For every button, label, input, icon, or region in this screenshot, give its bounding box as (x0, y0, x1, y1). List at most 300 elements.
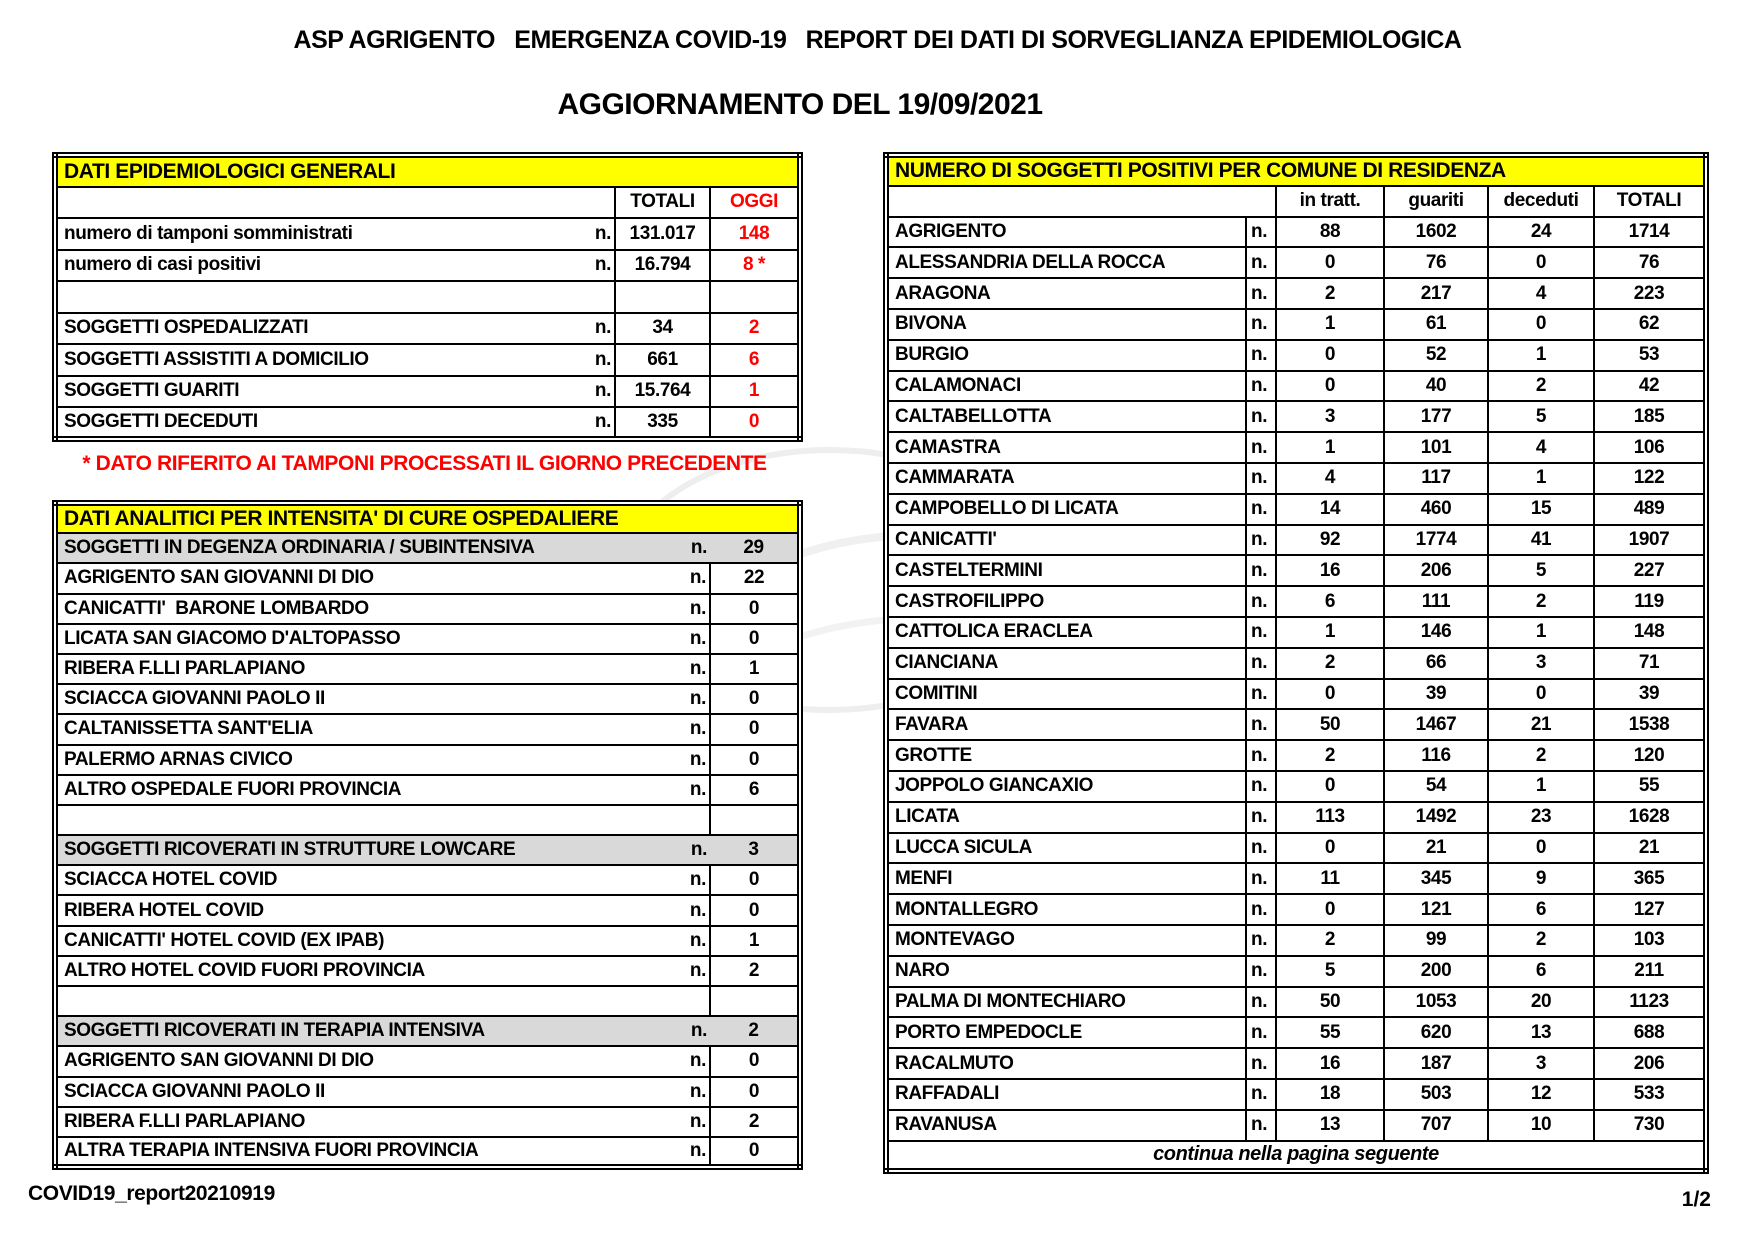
n-label: n. (620, 895, 710, 925)
comune-row (886, 617, 1706, 648)
guariti-value: 460 (1384, 494, 1488, 525)
deceduti-value: 2 (1488, 586, 1594, 617)
row-label: RIBERA F.LLI PARLAPIANO (55, 1107, 620, 1137)
count-value (710, 805, 800, 835)
in-tratt-value: 0 (1276, 340, 1384, 371)
n-label: n. (620, 1077, 710, 1107)
comune-name: GROTTE (886, 740, 1246, 771)
in-tratt-value: 0 (1276, 833, 1384, 864)
deceduti-value: 10 (1488, 1110, 1594, 1141)
n-label: n. (1246, 740, 1276, 771)
count-value: 0 (710, 714, 800, 744)
comune-row (886, 340, 1706, 371)
general-table-title: DATI EPIDEMIOLOGICI GENERALI (55, 155, 800, 187)
comune-name: BIVONA (886, 309, 1246, 340)
guariti-value: 117 (1384, 463, 1488, 494)
comune-row (886, 401, 1706, 432)
guariti-value: 217 (1384, 278, 1488, 309)
in-tratt-value: 3 (1276, 401, 1384, 432)
n-label: n. (1246, 1048, 1276, 1079)
row-label: AGRIGENTO SAN GIOVANNI DI DIO (55, 563, 620, 593)
deceduti-value: 5 (1488, 555, 1594, 586)
comune-name: CAMPOBELLO DI LICATA (886, 494, 1246, 525)
guariti-value: 101 (1384, 432, 1488, 463)
deceduti-value: 1 (1488, 771, 1594, 802)
totali-value: 335 (615, 407, 710, 439)
in-tratt-value: 0 (1276, 894, 1384, 925)
comune-row (886, 648, 1706, 679)
n-label: n. (620, 835, 710, 865)
colheader-totali: TOTALI (1594, 186, 1706, 217)
row-label: RIBERA F.LLI PARLAPIANO (55, 654, 620, 684)
comune-name: CASTROFILIPPO (886, 586, 1246, 617)
deceduti-value: 12 (1488, 1079, 1594, 1110)
row-label: PALERMO ARNAS CIVICO (55, 745, 620, 775)
deceduti-value: 0 (1488, 309, 1594, 340)
n-label: n. (1246, 247, 1276, 278)
general-data-row (55, 344, 800, 376)
hospital-data-row (55, 594, 800, 624)
hospital-data-row (55, 956, 800, 986)
guariti-value: 1602 (1384, 217, 1488, 248)
in-tratt-value: 0 (1276, 247, 1384, 278)
section-label: SOGGETTI RICOVERATI IN STRUTTURE LOWCARE (55, 835, 620, 865)
n-label: n. (1246, 987, 1276, 1018)
hospital-table-title-row (55, 503, 800, 533)
in-tratt-value: 0 (1276, 771, 1384, 802)
guariti-value: 111 (1384, 586, 1488, 617)
guariti-value: 76 (1384, 247, 1488, 278)
totali-value: 1538 (1594, 709, 1706, 740)
guariti-value: 1492 (1384, 802, 1488, 833)
row-label: CALTANISSETTA SANT'ELIA (55, 714, 620, 744)
swab-footnote: * DATO RIFERITO AI TAMPONI PROCESSATI IL GIORNO PRECEDENTE (82, 452, 767, 475)
comune-name: JOPPOLO GIANCAXIO (886, 771, 1246, 802)
totali-value: 106 (1594, 432, 1706, 463)
comune-row (886, 247, 1706, 278)
guariti-value: 503 (1384, 1079, 1488, 1110)
comune-name: RAVANUSA (886, 1110, 1246, 1141)
comune-row (886, 740, 1706, 771)
colheader-totali: TOTALI (615, 187, 710, 219)
hospital-data-row (55, 1046, 800, 1076)
update-date-line: AGGIORNAMENTO DEL 19/09/2021 (557, 88, 1043, 121)
totali-value: 21 (1594, 833, 1706, 864)
count-value: 0 (710, 1137, 800, 1167)
comune-name: PORTO EMPEDOCLE (886, 1017, 1246, 1048)
deceduti-value: 0 (1488, 679, 1594, 710)
section-count: 3 (710, 835, 800, 865)
guariti-value: 187 (1384, 1048, 1488, 1079)
totali-value: 1714 (1594, 217, 1706, 248)
n-label: n. (620, 533, 710, 563)
comune-name: CALTABELLOTTA (886, 401, 1246, 432)
colheader-in-tratt: in tratt. (1276, 186, 1384, 217)
in-tratt-value: 50 (1276, 987, 1384, 1018)
hospital-data-row (55, 624, 800, 654)
section-count: 2 (710, 1016, 800, 1046)
totali-value: 16.794 (615, 250, 710, 282)
row-label: SCIACCA HOTEL COVID (55, 865, 620, 895)
in-tratt-value: 1 (1276, 617, 1384, 648)
n-label: n. (1246, 494, 1276, 525)
totali-value: 122 (1594, 463, 1706, 494)
comune-row (886, 1079, 1706, 1110)
guariti-value: 66 (1384, 648, 1488, 679)
row-label: ALTRO HOTEL COVID FUORI PROVINCIA (55, 956, 620, 986)
n-label: n. (565, 218, 615, 250)
comuni-table-colheader-row (886, 186, 1706, 217)
page-indicator: 1/2 (1681, 1188, 1711, 1211)
oggi-value: 1 (710, 376, 800, 408)
totali-value: 53 (1594, 340, 1706, 371)
general-data-row (55, 218, 800, 250)
totali-value: 71 (1594, 648, 1706, 679)
hospital-section-row (55, 835, 800, 865)
n-label: n. (1246, 525, 1276, 556)
totali-value: 1123 (1594, 987, 1706, 1018)
in-tratt-value: 2 (1276, 925, 1384, 956)
comune-row (886, 925, 1706, 956)
n-label: n. (1246, 278, 1276, 309)
row-label: AGRIGENTO SAN GIOVANNI DI DIO (55, 1046, 620, 1076)
guariti-value: 200 (1384, 956, 1488, 987)
in-tratt-value: 2 (1276, 278, 1384, 309)
general-table-colheader-row (55, 187, 800, 219)
in-tratt-value: 113 (1276, 802, 1384, 833)
row-label: numero di casi positivi (55, 250, 565, 282)
colheader-spacer (886, 186, 1276, 217)
hospital-data-row (55, 895, 800, 925)
in-tratt-value: 50 (1276, 709, 1384, 740)
n-label: n. (1246, 309, 1276, 340)
deceduti-value: 23 (1488, 802, 1594, 833)
n-label (565, 281, 615, 313)
n-label: n. (1246, 555, 1276, 586)
n-label: n. (565, 250, 615, 282)
row-label: SOGGETTI ASSISTITI A DOMICILIO (55, 344, 565, 376)
guariti-value: 345 (1384, 863, 1488, 894)
comune-name: ARAGONA (886, 278, 1246, 309)
n-label: n. (1246, 371, 1276, 402)
colheader-spacer (55, 187, 615, 219)
deceduti-value: 15 (1488, 494, 1594, 525)
guariti-value: 52 (1384, 340, 1488, 371)
comune-name: BURGIO (886, 340, 1246, 371)
deceduti-value: 2 (1488, 925, 1594, 956)
hospital-blank-row (55, 805, 800, 835)
totali-value: 148 (1594, 617, 1706, 648)
totali-value: 39 (1594, 679, 1706, 710)
hospital-data-row (55, 1137, 800, 1167)
deceduti-value: 1 (1488, 340, 1594, 371)
count-value: 0 (710, 895, 800, 925)
n-label: n. (565, 376, 615, 408)
hospital-data-row (55, 684, 800, 714)
oggi-value: 2 (710, 313, 800, 345)
comune-name: NARO (886, 956, 1246, 987)
n-label: n. (620, 865, 710, 895)
totali-value: 55 (1594, 771, 1706, 802)
n-label: n. (565, 407, 615, 439)
deceduti-value: 6 (1488, 894, 1594, 925)
totali-value: 185 (1594, 401, 1706, 432)
totali-value: 42 (1594, 371, 1706, 402)
section-label: SOGGETTI RICOVERATI IN TERAPIA INTENSIVA (55, 1016, 620, 1046)
row-label (55, 281, 565, 313)
in-tratt-value: 2 (1276, 740, 1384, 771)
n-label: n. (1246, 463, 1276, 494)
deceduti-value: 2 (1488, 371, 1594, 402)
count-value: 2 (710, 1107, 800, 1137)
guariti-value: 177 (1384, 401, 1488, 432)
comune-name: LICATA (886, 802, 1246, 833)
deceduti-value: 4 (1488, 432, 1594, 463)
count-value: 22 (710, 563, 800, 593)
hospital-data-row (55, 865, 800, 895)
guariti-value: 1467 (1384, 709, 1488, 740)
row-label: SOGGETTI DECEDUTI (55, 407, 565, 439)
deceduti-value: 2 (1488, 740, 1594, 771)
count-value: 0 (710, 624, 800, 654)
comune-row (886, 525, 1706, 556)
comune-row (886, 586, 1706, 617)
hospital-data-row (55, 1107, 800, 1137)
n-label: n. (620, 1107, 710, 1137)
oggi-value: 8 * (710, 250, 800, 282)
comuni-table-title: NUMERO DI SOGGETTI POSITIVI PER COMUNE DI RESIDENZA (886, 155, 1706, 186)
totali-value: 365 (1594, 863, 1706, 894)
n-label: n. (565, 344, 615, 376)
colheader-deceduti: deceduti (1488, 186, 1594, 217)
oggi-value: 0 (710, 407, 800, 439)
n-label: n. (1246, 648, 1276, 679)
deceduti-value: 3 (1488, 648, 1594, 679)
comune-row (886, 278, 1706, 309)
n-label: n. (1246, 863, 1276, 894)
continuation-note: continua nella pagina seguente (886, 1141, 1706, 1172)
row-label: LICATA SAN GIACOMO D'ALTOPASSO (55, 624, 620, 654)
guariti-value: 99 (1384, 925, 1488, 956)
row-label: ALTRA TERAPIA INTENSIVA FUORI PROVINCIA (55, 1137, 620, 1167)
general-data-row (55, 313, 800, 345)
hospital-section-row (55, 1016, 800, 1046)
row-label (55, 805, 620, 835)
n-label: n. (620, 1016, 710, 1046)
comune-row (886, 432, 1706, 463)
comune-name: CASTELTERMINI (886, 555, 1246, 586)
totali-value: 127 (1594, 894, 1706, 925)
positives-by-comune-table (883, 152, 1709, 1174)
guariti-value: 146 (1384, 617, 1488, 648)
comune-row (886, 802, 1706, 833)
row-label: SOGGETTI OSPEDALIZZATI (55, 313, 565, 345)
guariti-value: 1774 (1384, 525, 1488, 556)
totali-value: 661 (615, 344, 710, 376)
comune-name: FAVARA (886, 709, 1246, 740)
n-label: n. (1246, 679, 1276, 710)
n-label: n. (1246, 1079, 1276, 1110)
hospital-data-row (55, 563, 800, 593)
totali-value: 1907 (1594, 525, 1706, 556)
count-value: 0 (710, 594, 800, 624)
deceduti-value: 1 (1488, 463, 1594, 494)
totali-value: 730 (1594, 1110, 1706, 1141)
totali-value: 206 (1594, 1048, 1706, 1079)
row-label: RIBERA HOTEL COVID (55, 895, 620, 925)
totali-value: 120 (1594, 740, 1706, 771)
n-label: n. (1246, 833, 1276, 864)
row-label: SOGGETTI GUARITI (55, 376, 565, 408)
row-label: CANICATTI' HOTEL COVID (EX IPAB) (55, 926, 620, 956)
in-tratt-value: 11 (1276, 863, 1384, 894)
comune-row (886, 894, 1706, 925)
in-tratt-value: 1 (1276, 432, 1384, 463)
deceduti-value: 41 (1488, 525, 1594, 556)
continuation-row (886, 1141, 1706, 1172)
n-label: n. (620, 926, 710, 956)
in-tratt-value: 4 (1276, 463, 1384, 494)
deceduti-value: 21 (1488, 709, 1594, 740)
n-label: n. (1246, 1017, 1276, 1048)
comune-name: MONTEVAGO (886, 925, 1246, 956)
general-blank-row (55, 281, 800, 313)
count-value: 1 (710, 654, 800, 684)
comune-row (886, 371, 1706, 402)
n-label: n. (620, 684, 710, 714)
count-value (710, 986, 800, 1016)
totali-value: 489 (1594, 494, 1706, 525)
general-table-title-row (55, 155, 800, 187)
totali-value: 103 (1594, 925, 1706, 956)
in-tratt-value: 18 (1276, 1079, 1384, 1110)
comune-row (886, 863, 1706, 894)
comune-name: CATTOLICA ERACLEA (886, 617, 1246, 648)
comune-row (886, 494, 1706, 525)
hospital-section-row (55, 533, 800, 563)
row-label: numero di tamponi somministrati (55, 218, 565, 250)
hospital-table-title: DATI ANALITICI PER INTENSITA' DI CURE OSPEDALIERE (55, 503, 800, 533)
deceduti-value: 20 (1488, 987, 1594, 1018)
n-label: n. (1246, 925, 1276, 956)
comune-name: CALAMONACI (886, 371, 1246, 402)
count-value: 1 (710, 926, 800, 956)
n-label: n. (620, 745, 710, 775)
hospital-data-row (55, 926, 800, 956)
hospital-data-row (55, 745, 800, 775)
n-label: n. (620, 1046, 710, 1076)
hospital-data-row (55, 775, 800, 805)
row-label: SCIACCA GIOVANNI PAOLO II (55, 684, 620, 714)
guariti-value: 61 (1384, 309, 1488, 340)
comuni-table-title-row (886, 155, 1706, 186)
deceduti-value: 0 (1488, 833, 1594, 864)
guariti-value: 39 (1384, 679, 1488, 710)
in-tratt-value: 13 (1276, 1110, 1384, 1141)
totali-value: 223 (1594, 278, 1706, 309)
n-label (620, 986, 710, 1016)
guariti-value: 1053 (1384, 987, 1488, 1018)
totali-value: 131.017 (615, 218, 710, 250)
in-tratt-value: 0 (1276, 679, 1384, 710)
comune-name: MENFI (886, 863, 1246, 894)
colheader-guariti: guariti (1384, 186, 1488, 217)
n-label: n. (1246, 617, 1276, 648)
n-label: n. (565, 313, 615, 345)
colheader-oggi: OGGI (710, 187, 800, 219)
count-value: 0 (710, 865, 800, 895)
oggi-value (710, 281, 800, 313)
comune-row (886, 709, 1706, 740)
comune-row (886, 1110, 1706, 1141)
n-label: n. (620, 714, 710, 744)
totali-value: 533 (1594, 1079, 1706, 1110)
comune-name: PALMA DI MONTECHIARO (886, 987, 1246, 1018)
n-label: n. (620, 594, 710, 624)
guariti-value: 54 (1384, 771, 1488, 802)
totali-value: 76 (1594, 247, 1706, 278)
count-value: 0 (710, 745, 800, 775)
totali-value: 119 (1594, 586, 1706, 617)
comune-name: CAMMARATA (886, 463, 1246, 494)
in-tratt-value: 92 (1276, 525, 1384, 556)
n-label: n. (620, 624, 710, 654)
comune-name: CAMASTRA (886, 432, 1246, 463)
comune-row (886, 833, 1706, 864)
report-filename: COVID19_report20210919 (28, 1182, 275, 1205)
comune-name: COMITINI (886, 679, 1246, 710)
deceduti-value: 5 (1488, 401, 1594, 432)
n-label: n. (620, 775, 710, 805)
deceduti-value: 3 (1488, 1048, 1594, 1079)
count-value: 2 (710, 956, 800, 986)
comune-name: RACALMUTO (886, 1048, 1246, 1079)
oggi-value: 6 (710, 344, 800, 376)
in-tratt-value: 6 (1276, 586, 1384, 617)
deceduti-value: 4 (1488, 278, 1594, 309)
oggi-value: 148 (710, 218, 800, 250)
n-label: n. (1246, 217, 1276, 248)
comune-row (886, 217, 1706, 248)
n-label: n. (620, 563, 710, 593)
guariti-value: 116 (1384, 740, 1488, 771)
hospital-intensity-table (52, 500, 803, 1170)
deceduti-value: 24 (1488, 217, 1594, 248)
general-epidemiological-table (52, 152, 803, 442)
page-title: ASP AGRIGENTO EMERGENZA COVID-19 REPORT DEI DATI DI SORVEGLIANZA EPIDEMIOLOGICA (293, 26, 1462, 54)
totali-value (615, 281, 710, 313)
totali-value: 15.764 (615, 376, 710, 408)
count-value: 6 (710, 775, 800, 805)
in-tratt-value: 16 (1276, 555, 1384, 586)
count-value: 0 (710, 1046, 800, 1076)
hospital-data-row (55, 654, 800, 684)
comune-name: AGRIGENTO (886, 217, 1246, 248)
deceduti-value: 6 (1488, 956, 1594, 987)
row-label: CANICATTI' BARONE LOMBARDO (55, 594, 620, 624)
n-label: n. (1246, 771, 1276, 802)
section-count: 29 (710, 533, 800, 563)
totali-value: 211 (1594, 956, 1706, 987)
comune-row (886, 771, 1706, 802)
n-label: n. (1246, 586, 1276, 617)
row-label: SCIACCA GIOVANNI PAOLO II (55, 1077, 620, 1107)
comune-row (886, 1017, 1706, 1048)
comune-name: CIANCIANA (886, 648, 1246, 679)
totali-value: 227 (1594, 555, 1706, 586)
comune-name: LUCCA SICULA (886, 833, 1246, 864)
hospital-data-row (55, 1077, 800, 1107)
